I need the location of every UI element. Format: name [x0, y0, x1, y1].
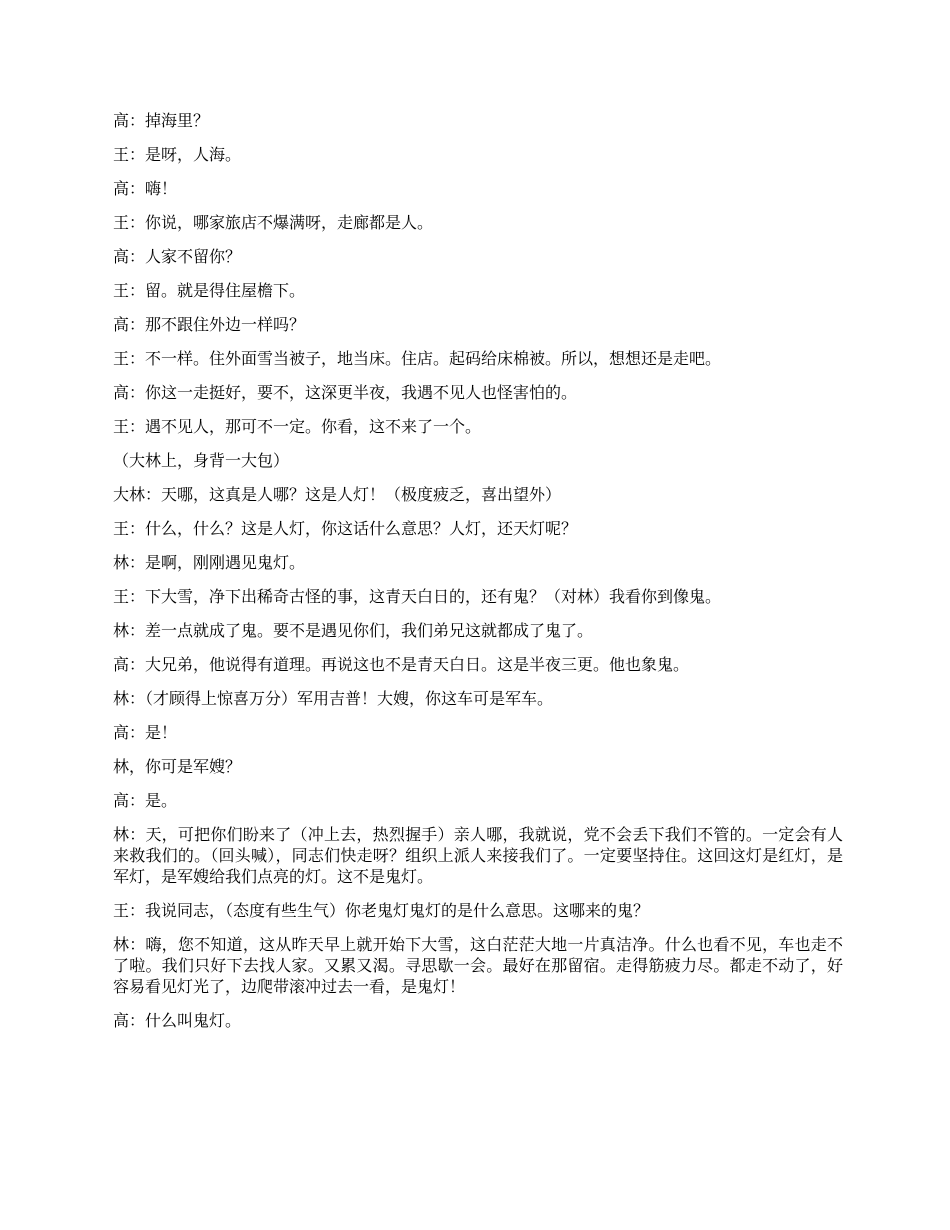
- dialogue-line: 王：你说，哪家旅店不爆满呀，走廊都是人。: [113, 213, 434, 232]
- dialogue-line: 高：什么叫鬼灯。: [113, 1011, 242, 1030]
- dialogue-line: 王：我说同志，（态度有些生气）你老鬼灯鬼灯的是什么意思。这哪来的鬼？: [113, 901, 650, 920]
- dialogue-line: 林，你可是军嫂？: [113, 757, 242, 776]
- dialogue-line: 王：什么，什么？这是人灯，你这话什么意思？人灯，还天灯呢？: [113, 519, 578, 538]
- dialogue-line: 林：差一点就成了鬼。要不是遇见你们，我们弟兄这就都成了鬼了。: [113, 621, 594, 640]
- dialogue-line: 高：你这一走挺好，要不，这深更半夜，我遇不见人也怪害怕的。: [113, 383, 578, 402]
- dialogue-line: 王：是呀，人海。: [113, 145, 242, 164]
- stage-direction: （大林上，身背一大包）: [113, 451, 290, 470]
- dialogue-line: 王：遇不见人，那可不一定。你看，这不来了一个。: [113, 417, 482, 436]
- dialogue-line: 王：留。就是得住屋檐下。: [113, 281, 306, 300]
- dialogue-line: 高：是！: [113, 723, 178, 742]
- dialogue-line: 林：天，可把你们盼来了（冲上去，热烈握手）亲人哪，我就说，党不会丢下我们不管的。一定会有人来救我们的。（回头喊），同志们快走呀？组织上派人来接我们了。一定要坚持住。这回这灯是红灯，是军灯，是军嫂给我们点亮的灯。这不是鬼灯。: [113, 825, 843, 886]
- dialogue-line: 高：嗨！: [113, 179, 178, 198]
- dialogue-line: 林：是啊，刚刚遇见鬼灯。: [113, 553, 306, 572]
- dialogue-line: 高：是。: [113, 791, 178, 810]
- dialogue-line: 王：下大雪，净下出稀奇古怪的事，这青天白日的，还有鬼？（对林）我看你到像鬼。: [113, 587, 722, 606]
- dialogue-line: 王：不一样。住外面雪当被子，地当床。住店。起码给床棉被。所以，想想还是走吧。: [113, 349, 722, 368]
- dialogue-line: 高：大兄弟，他说得有道理。再说这也不是青天白日。这是半夜三更。他也象鬼。: [113, 655, 690, 674]
- dialogue-line: 高：那不跟住外边一样吗？: [113, 315, 306, 334]
- dialogue-line: 大林：天哪，这真是人哪？这是人灯！（极度疲乏，喜出望外）: [113, 485, 562, 504]
- dialogue-line: 高：掉海里？: [113, 111, 210, 130]
- dialogue-line: 高：人家不留你？: [113, 247, 242, 266]
- dialogue-line: 林：（才顾得上惊喜万分）军用吉普！大嫂，你这车可是军车。: [113, 689, 554, 708]
- dialogue-line: 林：嗨，您不知道，这从昨天早上就开始下大雪，这白茫茫大地一片真洁净。什么也看不见，车也走不了啦。我们只好下去找人家。又累又渴。寻思歇一会。最好在那留宿。走得筋疲力尽。都走不动了，好容易看见灯光了，边爬带滚冲过去一看，是鬼灯！: [113, 935, 843, 996]
- script-text: [113, 110, 843, 1044]
